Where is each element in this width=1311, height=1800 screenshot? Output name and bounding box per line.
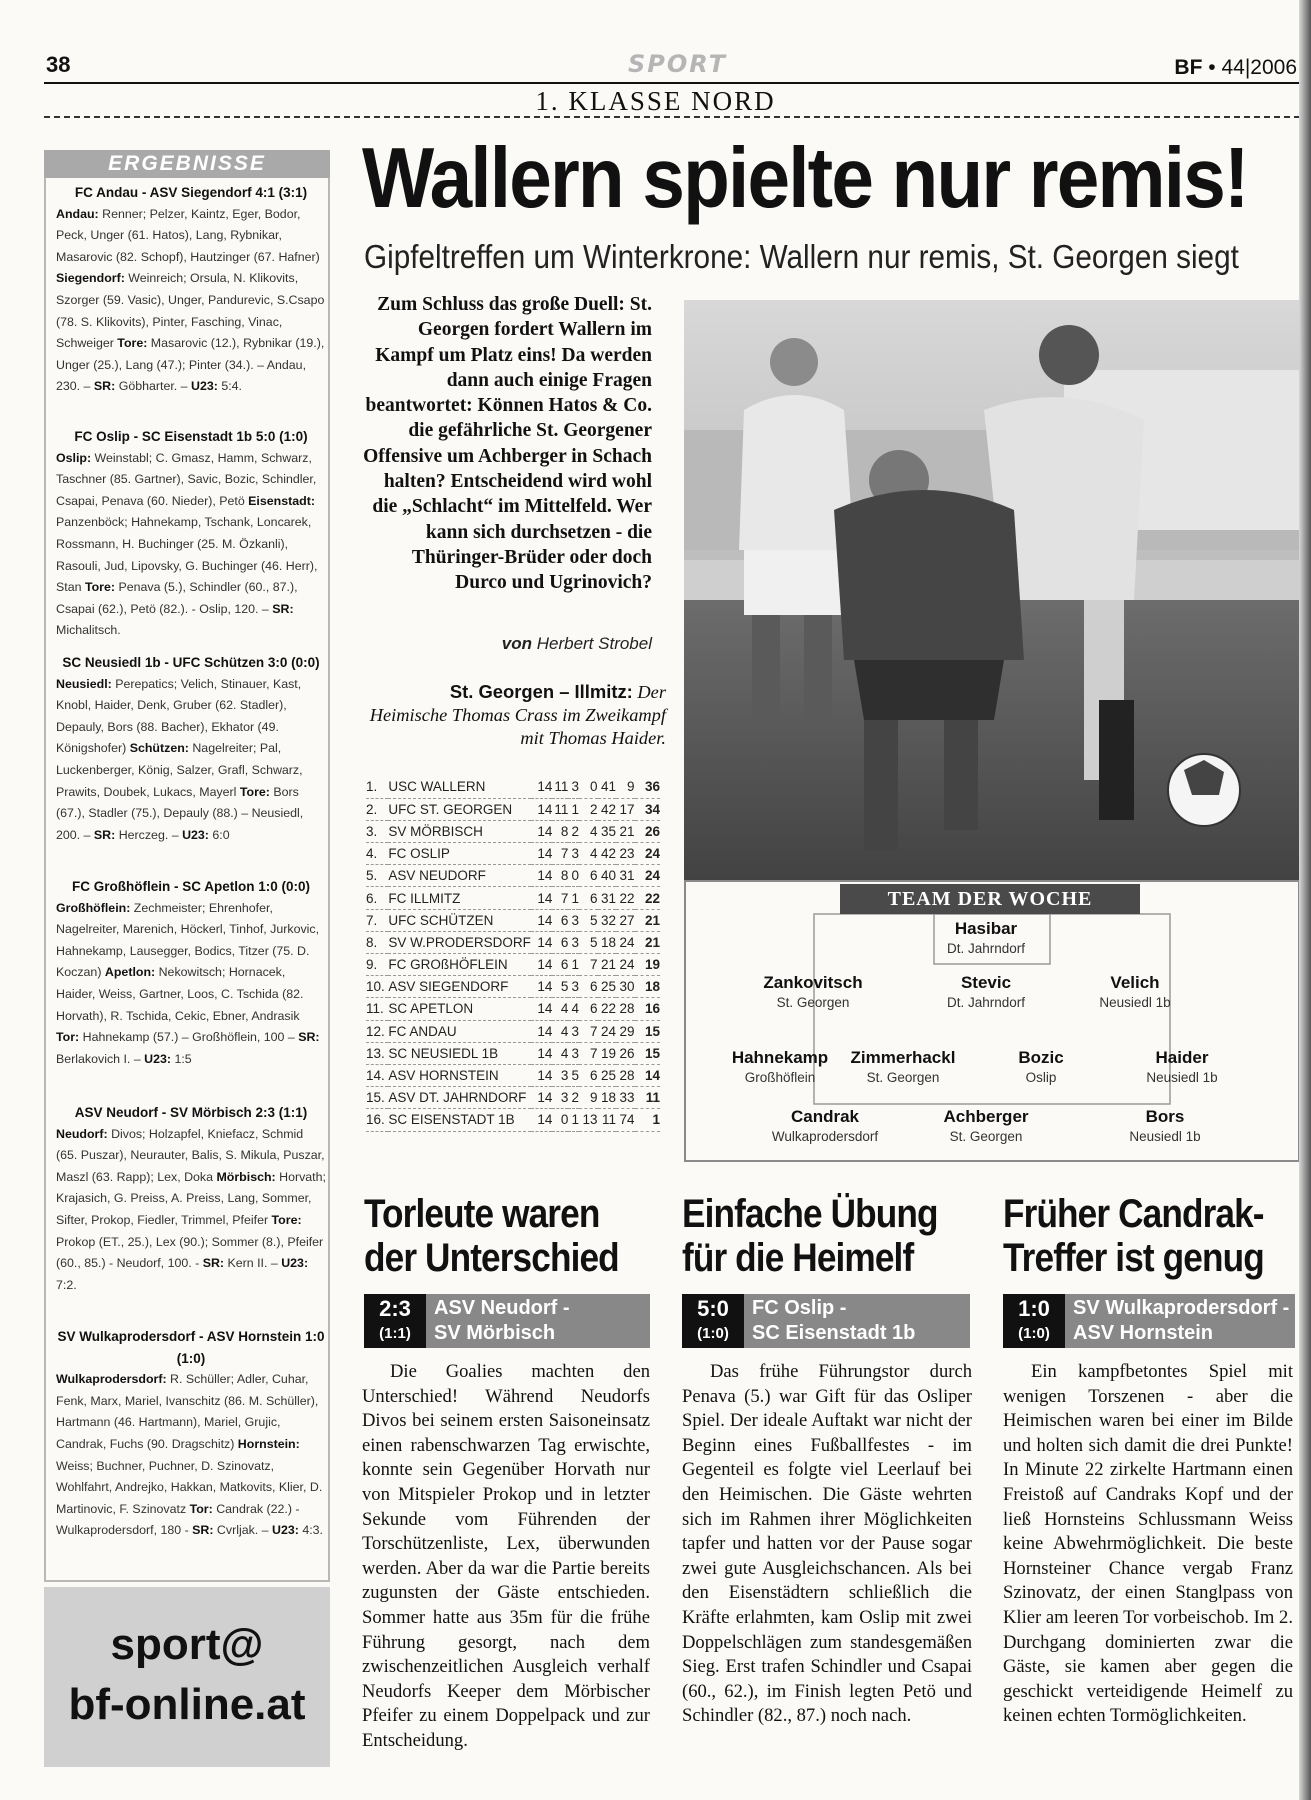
result-block: [56, 182, 326, 398]
article-2-body: Das frühe Führungstor durch Penava (5.) war Gift für das Osliper Spiel. Der ideale Auftakt war nicht der Beginn eines Fußballfestes - im Gegenteil es folgte viel Leerlauf bei den Heimischen. Die Gäste wehrten sich im Rahmen ihrer Möglichkeiten tapfer und hatten vor der Pause sogar zwei gute Ausgleichschancen. Als bei den Eisenstädtern schließlich die Kräfte erlahmten, kam Oslip mit zwei Doppelschlägen zum standesgemäßen Sieg. Erst trafen Schindler und Csapai (60., 62.), im Finish legten Petö und Schindler (82., 87.) noch nach.: [682, 1361, 972, 1727]
standings-cell-sp: 14: [531, 887, 552, 909]
standings-cell-tp: 42: [598, 843, 616, 865]
standings-cell-u: 0: [568, 865, 579, 887]
standings-cell-sp: 14: [531, 1042, 552, 1064]
result-label: Oslip:: [56, 450, 92, 465]
standings-cell-s: 6: [552, 931, 568, 953]
team-player: [740, 1107, 910, 1147]
standings-cell-tp: 18: [598, 1087, 616, 1109]
standings-cell-tp: 24: [598, 1020, 616, 1042]
standings-cell-n: 4: [579, 843, 597, 865]
standings-cell-n: 7: [579, 954, 597, 976]
result-label: SR:: [272, 601, 294, 616]
standings-cell-u: 3: [568, 909, 579, 931]
photo-caption: [368, 680, 666, 750]
standings-cell-pts: 15: [635, 1020, 660, 1042]
standings-cell-n: 6: [579, 976, 597, 998]
result-label: U23:: [281, 1256, 309, 1271]
standings-cell-team: UFC SCHÜTZEN: [388, 909, 531, 931]
player-club: Neusiedl 1b: [1146, 1070, 1218, 1085]
standings-cell-u: 3: [568, 976, 579, 998]
standings-cell-pts: 19: [635, 954, 660, 976]
standings-cell-tm: 26: [616, 1042, 634, 1064]
standings-cell-s: 7: [552, 887, 568, 909]
score-half: (1:1): [379, 1325, 411, 1342]
header-rule: [44, 82, 1300, 84]
standings-cell-tp: 19: [598, 1042, 616, 1064]
result-label: Tore:: [84, 580, 115, 595]
result-block: [56, 1326, 326, 1542]
standings-cell-u: 3: [568, 843, 579, 865]
article-1-title-line2: der Unterschied: [364, 1236, 619, 1280]
standings-cell-team: SV MÖRBISCH: [388, 820, 531, 842]
standings-cell-pts: 24: [635, 843, 660, 865]
standings-cell-pos: 3.: [366, 820, 388, 842]
result-heading: FC Großhöflein - SC Apetlon 1:0 (0:0): [72, 879, 310, 894]
result-label: Neusiedl:: [56, 676, 112, 691]
result-text: Andau: Renner; Pelzer, Kaintz, Eger, Bodor, Peck, Unger (61. Hatos), Lang, Rybnikar, Masarovic (82. Schopf), Hautzinger (67. Hafner) Siegendorf: Weinreich; Orsula, N. Klikovits, Szorger (59. Vasic), Unger, Pandurevic, S.Csapo (78. S. Klikovits), Pinter, Fasching, Vinac, Schweiger Tore: Masarovic (12.), Rybnikar (19.), Unger (25.), Lang (47.); Pinter (34.). – Andau, 230. – SR: Göbharter. – U23: 5:4.: [56, 206, 325, 394]
standings-cell-sp: 14: [531, 1109, 552, 1131]
table-row: [366, 954, 660, 976]
standings-cell-pos: 7.: [366, 909, 388, 931]
standings-cell-sp: 14: [531, 931, 552, 953]
standings-cell-u: 3: [568, 1020, 579, 1042]
result-label: Tore:: [239, 784, 270, 799]
table-row: [366, 1109, 660, 1131]
standings-cell-pts: 18: [635, 976, 660, 998]
player-club: Dt. Jahrndorf: [946, 941, 1026, 956]
standings-cell-pts: 34: [635, 798, 660, 820]
result-label: U23:: [144, 1051, 172, 1066]
result-text: Neudorf: Divos; Holzapfel, Kniefacz, Schmid (65. Puszar), Neurauter, Balis, S. Mikula, Puszar, Maszl (63. Rapp); Lex, Doka Mörbisch: Horvath; Krajasich, G. Preiss, A. Preiss, Lang, Sommer, Sifter, Prokop, Fiedler, Trimmel, Pfeifer Tore: Prokop (ET., 25.), Lex (90.); Sommer (8.), Pfeifer (60., 85.) - Neudorf, 100. - SR: Kern II. – U23: 7:2.: [56, 1126, 326, 1292]
author-name: Herbert Strobel: [536, 634, 652, 653]
player-name: Hahnekamp: [731, 1048, 829, 1067]
standings-cell-u: 3: [568, 931, 579, 953]
result-label: SR:: [93, 827, 116, 842]
standings-cell-pts: 22: [635, 887, 660, 909]
player-club: Oslip: [1025, 1070, 1057, 1085]
team-of-week-title: TEAM DER WOCHE: [840, 884, 1140, 914]
standings-cell-n: 7: [579, 1042, 597, 1064]
standings-cell-u: 1: [568, 954, 579, 976]
standings-cell-sp: 14: [531, 843, 552, 865]
standings-cell-team: UFC ST. GEORGEN: [388, 798, 531, 820]
publication-name: BF: [1174, 56, 1203, 79]
standings-cell-pos: 2.: [366, 798, 388, 820]
article-3-title-line2: Treffer ist genug: [1003, 1236, 1264, 1280]
standings-cell-tm: 28: [616, 998, 634, 1020]
player-club: Wulkaprodersdorf: [771, 1129, 879, 1144]
standings-cell-sp: 14: [531, 798, 552, 820]
standings-cell-pts: 16: [635, 998, 660, 1020]
caption-text: Der Heimische Thomas Crass im Zweikampf mit Thomas Haider.: [369, 682, 666, 748]
result-label: SR:: [192, 1523, 214, 1538]
standings-cell-tp: 25: [598, 1064, 616, 1086]
standings-cell-tm: 22: [616, 887, 634, 909]
table-row: [366, 865, 660, 887]
standings-cell-tp: 25: [598, 976, 616, 998]
main-headline: Wallern spielte nur remis!: [362, 131, 1248, 226]
player-name: Zankovitsch: [763, 973, 863, 992]
article-3-title: [1003, 1192, 1264, 1280]
table-row: [366, 843, 660, 865]
player-club: Dt. Jahrndorf: [946, 995, 1026, 1010]
table-row: [366, 887, 660, 909]
standings-cell-u: 2: [568, 820, 579, 842]
result-label: Schützen:: [129, 741, 189, 756]
result-block: [56, 652, 326, 846]
standings-cell-team: ASV NEUDORF: [388, 865, 531, 887]
team-player: [901, 1107, 1071, 1147]
standings-body: [366, 776, 660, 1131]
player-club: St. Georgen: [949, 1129, 1023, 1144]
standings-cell-tp: 18: [598, 931, 616, 953]
table-row: [366, 820, 660, 842]
score-half: (1:0): [697, 1325, 729, 1342]
standings-cell-u: 1: [568, 1109, 579, 1131]
standings-cell-tm: 27: [616, 909, 634, 931]
standings-cell-tm: 9: [616, 776, 634, 798]
result-block: [56, 876, 326, 1070]
page-binding-edge: [1299, 0, 1311, 1800]
article-1-body: Die Goalies machten den Unterschied! Während Neudorfs Divos bei seinem ersten Saisoneinsatz einen rabenschwarzen Tag erwischte, konnte sein Gegenüber Horvath nur von Mitspieler Prokop und in letzter Sekunde vom Führenden der Torschützenliste, Lex, überwunden werden. Aber da war die Partie bereits zugunsten der Gäste entschieden. Sommer hatte aus 35m für die frühe Führung gesorgt, nach dem zwischenzeitlichen Ausgleich verhalf Neudorfs Keeper dem Mörbischer Pfeifer zu einem Doppelpack und zur Entscheidung.: [362, 1361, 650, 1751]
standings-cell-pts: 26: [635, 820, 660, 842]
result-label: U23:: [182, 827, 209, 842]
result-label: U23:: [272, 1523, 299, 1538]
standings-cell-team: ASV HORNSTEIN: [388, 1064, 531, 1086]
player-club: St. Georgen: [866, 1070, 940, 1085]
result-label: U23:: [191, 379, 218, 394]
standings-cell-team: FC GROßHÖFLEIN: [388, 954, 531, 976]
lead-paragraph: Zum Schluss das große Duell: St. Georgen fordert Wallern im Kampf um Platz eins! Da werden dann auch einige Fragen beantwortet: Können Hatos & Co. die gefährliche St. Georgener Offensive um Achberger in Schach halten? Entscheidend wird wohl die „Schlacht“ im Mittelfeld. Wer kann sich durchsetzen - die Thüringer-Brüder oder doch Durco und Ugrinovich?: [363, 294, 652, 594]
article-2-matchup: [752, 1296, 915, 1346]
standings-cell-u: 1: [568, 798, 579, 820]
standings-cell-tm: 24: [616, 931, 634, 953]
team-player: [1050, 973, 1220, 1013]
result-label: Tor:: [56, 1030, 80, 1045]
result-label: Mörbisch:: [216, 1169, 276, 1184]
standings-cell-u: 4: [568, 998, 579, 1020]
standings-cell-pos: 4.: [366, 843, 388, 865]
standings-cell-pts: 24: [635, 865, 660, 887]
standings-cell-n: 6: [579, 865, 597, 887]
standings-cell-n: 4: [579, 820, 597, 842]
player-name: Achberger: [943, 1107, 1029, 1126]
standings-cell-pts: 14: [635, 1064, 660, 1086]
standings-cell-tm: 23: [616, 843, 634, 865]
league-title: 1. KLASSE NORD: [535, 86, 776, 116]
contact-email-line1: sport@: [110, 1620, 264, 1669]
team-away: ASV Hornstein: [1073, 1322, 1214, 1344]
player-name: Bors: [1145, 1107, 1185, 1126]
score-final: 1:0: [1018, 1296, 1050, 1321]
match-photo: [684, 300, 1300, 915]
standings-cell-pos: 14.: [366, 1064, 388, 1086]
standings-cell-tp: 32: [598, 909, 616, 931]
caption-location: St. Georgen – Illmitz:: [449, 681, 633, 702]
article-2-title: [682, 1192, 938, 1280]
standings-cell-s: 0: [552, 1109, 568, 1131]
standings-cell-tp: 31: [598, 887, 616, 909]
player-club: Neusiedl 1b: [1129, 1129, 1201, 1144]
table-row: [366, 798, 660, 820]
player-name: Velich: [1110, 973, 1160, 992]
table-row: [366, 1064, 660, 1086]
result-heading: ASV Neudorf - SV Mörbisch 2:3 (1:1): [74, 1105, 308, 1120]
result-label: Tore:: [271, 1212, 302, 1227]
standings-cell-s: 7: [552, 843, 568, 865]
standings-cell-team: FC ANDAU: [388, 1020, 531, 1042]
standings-cell-u: 1: [568, 887, 579, 909]
standings-cell-tm: 21: [616, 820, 634, 842]
result-block: [56, 426, 326, 642]
result-label: Großhöflein:: [56, 900, 131, 915]
article-3-matchup: [1073, 1296, 1289, 1346]
standings-cell-sp: 14: [531, 998, 552, 1020]
standings-cell-tp: 40: [598, 865, 616, 887]
standings-cell-pts: 36: [635, 776, 660, 798]
standings-cell-u: 5: [568, 1064, 579, 1086]
section-title: SPORT: [628, 50, 728, 78]
issue-number: 44: [1221, 56, 1245, 79]
standings-cell-tm: 74: [616, 1109, 634, 1131]
standings-cell-n: 6: [579, 998, 597, 1020]
standings-cell-n: 7: [579, 1020, 597, 1042]
standings-cell-s: 11: [552, 798, 568, 820]
score-half: (1:0): [1018, 1325, 1050, 1342]
author-byline: [362, 634, 652, 654]
standings-cell-sp: 14: [531, 1087, 552, 1109]
standings-cell-u: 2: [568, 1087, 579, 1109]
standings-cell-s: 4: [552, 1020, 568, 1042]
standings-cell-tm: 24: [616, 954, 634, 976]
standings-cell-n: 5: [579, 931, 597, 953]
issue-year: 2006: [1250, 56, 1297, 79]
sub-headline: Gipfeltreffen um Winterkrone: Wallern nur remis, St. Georgen siegt: [364, 238, 1239, 275]
standings-cell-sp: 14: [531, 1064, 552, 1086]
result-heading: SV Wulkaprodersdorf - ASV Hornstein 1:0 (1:0): [57, 1329, 325, 1366]
standings-cell-s: 5: [552, 976, 568, 998]
article-3-body: Ein kampfbetontes Spiel mit wenigen Torszenen - aber die Heimischen waren bei einer im Bilde und holten sich damit die drei Punkte! In Minute 22 zirkelte Hartmann einen Freistoß auf Candraks Kopf und der ließ Hornsteins Schlussmann Weiss keine Abwehrmöglichkeit. Die beste Hornsteiner Chance vergab Franz Szinovatz, der einen Stanglpass von Klier am leeren Tor vorbeischob. Im 2. Durchgang dominierten zwar die Gäste, sie kamen aber gegen die geschickt verteidigende Heimelf zu keinen echten Tormöglichkeiten.: [1003, 1361, 1293, 1727]
issue-info: BF • 44|2006: [1174, 56, 1297, 79]
standings-cell-sp: 14: [531, 1020, 552, 1042]
standings-cell-tp: 21: [598, 954, 616, 976]
article-2-title-line2: für die Heimelf: [682, 1236, 914, 1280]
player-name: Haider: [1155, 1048, 1209, 1067]
player-club: Neusiedl 1b: [1099, 995, 1171, 1010]
team-home: ASV Neudorf -: [434, 1297, 570, 1319]
team-home: SV Wulkaprodersdorf -: [1073, 1297, 1290, 1319]
result-label: Apetlon:: [104, 965, 156, 980]
team-player: [1080, 1107, 1250, 1147]
standings-cell-sp: 14: [531, 776, 552, 798]
standings-cell-tm: 31: [616, 865, 634, 887]
standings-cell-team: SV W.PRODERSDORF: [388, 931, 531, 953]
standings-cell-pts: 21: [635, 931, 660, 953]
article-1-title-line1: Torleute waren: [364, 1192, 600, 1236]
standings-cell-pos: 8.: [366, 931, 388, 953]
standings-cell-tm: 30: [616, 976, 634, 998]
team-player: [728, 973, 898, 1013]
standings-cell-tp: 22: [598, 998, 616, 1020]
standings-cell-sp: 14: [531, 909, 552, 931]
result-label: SR:: [202, 1256, 225, 1271]
standings-cell-tp: 42: [598, 798, 616, 820]
team-player: [901, 973, 1071, 1013]
article-2-title-line1: Einfache Übung: [682, 1192, 938, 1236]
result-text: Wulkaprodersdorf: R. Schüller; Adler, Cuhar, Fenk, Marx, Mariel, Ivanschitz (86. M. Schüller), Hartmann (46. Hartmann), Mariel, Grujic, Candrak, Fuchs (90. Dragschitz) Hornstein: Weiss; Buchner, Puchner, D. Szinovatz, Wohlfahrt, Andrejko, Hakkan, Matkovits, Klier, D. Martinovic, F. Szinovatz Tor: Candrak (22.) - Wulkaprodersdorf, 180 - SR: Cvrljak. – U23: 4:3.: [56, 1372, 323, 1538]
player-name: Bozic: [1018, 1048, 1064, 1067]
standings-cell-s: 11: [552, 776, 568, 798]
standings-cell-pos: 1.: [366, 776, 388, 798]
result-label: SR:: [93, 379, 116, 394]
article-1-matchup: [434, 1296, 570, 1346]
standings-cell-team: SC APETLON: [388, 998, 531, 1020]
result-label: Andau:: [56, 206, 99, 221]
standings-cell-pos: 11.: [366, 998, 388, 1020]
team-player: [1097, 1048, 1267, 1088]
contact-email[interactable]: [44, 1587, 330, 1735]
standings-cell-n: 13: [579, 1109, 597, 1131]
article-3-score: [1003, 1294, 1065, 1348]
standings-cell-n: 5: [579, 909, 597, 931]
result-label: Neudorf:: [56, 1126, 108, 1141]
standings-cell-s: 3: [552, 1087, 568, 1109]
result-text: Oslip: Weinstabl; C. Gmasz, Hamm, Schwarz, Taschner (85. Gartner), Savic, Bozic, Schindler, Csapai, Penava (60. Nieder), Petö Eisenstadt: Panzenböck; Hahnekamp, Tschank, Loncarek, Rossmann, H. Buchinger (25. M. Özkanli), Rasouli, Jud, Lipovsky, G. Buchinger (46. Herr), Stan Tore: Penava (5.), Schindler (60., 87.), Csapai (62.), Petö (82.). - Oslip, 120. – SR: Michalitsch.: [56, 450, 318, 638]
result-heading: FC Oslip - SC Eisenstadt 1b 5:0 (1:0): [74, 429, 308, 444]
standings-cell-s: 3: [552, 1064, 568, 1086]
standings-cell-pos: 9.: [366, 954, 388, 976]
header-dash-divider: [44, 116, 1300, 118]
result-label: SR:: [298, 1030, 320, 1045]
player-club: Großhöflein: [744, 1070, 816, 1085]
standings-cell-pts: 21: [635, 909, 660, 931]
player-name: Candrak: [790, 1107, 860, 1126]
player-club: St. Georgen: [776, 995, 850, 1010]
table-row: [366, 998, 660, 1020]
standings-cell-team: ASV DT. JAHRNDORF: [388, 1087, 531, 1109]
standings-cell-pos: 12.: [366, 1020, 388, 1042]
result-label: Siegendorf:: [56, 271, 125, 286]
standings-cell-tm: 33: [616, 1087, 634, 1109]
author-prefix: von: [501, 634, 532, 653]
page-number: 38: [46, 52, 71, 77]
result-label: Wulkaprodersdorf:: [56, 1372, 167, 1387]
article-3-title-line1: Früher Candrak-: [1003, 1192, 1264, 1236]
standings-cell-s: 6: [552, 954, 568, 976]
standings-cell-u: 3: [568, 1042, 579, 1064]
standings-cell-tp: 35: [598, 820, 616, 842]
article-2-score: [682, 1294, 744, 1348]
standings-cell-team: USC WALLERN: [388, 776, 531, 798]
article-2-scorebar: [682, 1294, 970, 1348]
standings-cell-tm: 29: [616, 1020, 634, 1042]
article-1-scorebar: [364, 1294, 650, 1348]
score-final: 5:0: [697, 1296, 729, 1321]
table-row: [366, 776, 660, 798]
standings-cell-s: 4: [552, 1042, 568, 1064]
standings-cell-pts: 15: [635, 1042, 660, 1064]
standings-cell-team: FC OSLIP: [388, 843, 531, 865]
standings-cell-team: SC NEUSIEDL 1B: [388, 1042, 531, 1064]
standings-cell-tp: 41: [598, 776, 616, 798]
result-heading: SC Neusiedl 1b - UFC Schützen 3:0 (0:0): [62, 655, 320, 670]
standings-cell-sp: 14: [531, 954, 552, 976]
result-text: Neusiedl: Perepatics; Velich, Stinauer, Kast, Knobl, Haider, Denk, Gruber (62. Stadler), Depauly, Bors (88. Bacher), Ekhator (49. Königshofer) Schützen: Nagelreiter; Pal, Luckenberger, König, Salzer, Grafl, Schwarz, Prawits, Doubek, Lukacs, Mayerl Tore: Bors (67.), Stadler (75.), Depauly (88.) – Neusiedl, 200. – SR: Herczeg. – U23: 6:0: [56, 676, 304, 842]
standings-table: [366, 776, 660, 1132]
result-label: Hornstein:: [237, 1436, 300, 1451]
team-away: SV Mörbisch: [434, 1322, 556, 1344]
contact-box: [44, 1587, 330, 1767]
standings-cell-pts: 1: [635, 1109, 660, 1131]
result-block: [56, 1102, 326, 1296]
standings-cell-pos: 15.: [366, 1087, 388, 1109]
player-name: Stevic: [960, 973, 1012, 992]
result-label: Eisenstadt:: [248, 493, 315, 508]
standings-cell-sp: 14: [531, 976, 552, 998]
standings-cell-tm: 17: [616, 798, 634, 820]
result-heading: FC Andau - ASV Siegendorf 4:1 (3:1): [74, 185, 308, 200]
standings-cell-n: 0: [579, 776, 597, 798]
player-name: Zimmerhackl: [850, 1048, 956, 1067]
standings-cell-tp: 11: [598, 1109, 616, 1131]
contact-email-line2: bf-online.at: [68, 1680, 306, 1729]
table-row: [366, 1042, 660, 1064]
table-row: [366, 909, 660, 931]
standings-cell-n: 9: [579, 1087, 597, 1109]
table-row: [366, 976, 660, 998]
team-player: [901, 919, 1071, 959]
standings-cell-n: 2: [579, 798, 597, 820]
standings-cell-u: 3: [568, 776, 579, 798]
standings-cell-s: 6: [552, 909, 568, 931]
standings-cell-n: 6: [579, 1064, 597, 1086]
standings-cell-pos: 6.: [366, 887, 388, 909]
result-label: Tore:: [117, 336, 148, 351]
standings-cell-s: 8: [552, 865, 568, 887]
result-label: Tor:: [189, 1501, 213, 1516]
standings-cell-tm: 28: [616, 1064, 634, 1086]
standings-cell-pos: 5.: [366, 865, 388, 887]
standings-cell-team: SC EISENSTADT 1B: [388, 1109, 531, 1131]
table-row: [366, 1087, 660, 1109]
result-text: Großhöflein: Zechmeister; Ehrenhofer, Nagelreiter, Marenich, Höckerl, Tinhof, Jurkovic, Hahnekamp, Lausegger, Bodics, Titzer (75. D. Koczan) Apetlon: Nekowitsch; Hornacek, Haider, Weiss, Gartner, Loos, C. Tschida (82. Horvath), R. Tschida, Cekic, Ebner, Andrasik Tor: Hahnekamp (57.) – Großhöflein, 100 – SR: Berlakovich I. – U23: 1:5: [56, 900, 320, 1066]
standings-cell-n: 6: [579, 887, 597, 909]
player-name: Hasibar: [954, 919, 1018, 938]
standings-cell-pos: 16.: [366, 1109, 388, 1131]
team-away: SC Eisenstadt 1b: [752, 1322, 916, 1344]
article-1-score: [364, 1294, 426, 1348]
standings-cell-s: 4: [552, 998, 568, 1020]
team-home: FC Oslip -: [752, 1297, 847, 1319]
standings-cell-pts: 11: [635, 1087, 660, 1109]
table-row: [366, 931, 660, 953]
standings-cell-team: ASV SIEGENDORF: [388, 976, 531, 998]
standings-cell-s: 8: [552, 820, 568, 842]
standings-cell-pos: 13.: [366, 1042, 388, 1064]
article-1-title: [364, 1192, 619, 1280]
standings-cell-sp: 14: [531, 865, 552, 887]
football-icon: [1168, 754, 1240, 826]
results-title: ERGEBNISSE: [44, 150, 330, 178]
standings-cell-pos: 10.: [366, 976, 388, 998]
standings-cell-sp: 14: [531, 820, 552, 842]
standings-cell-team: FC ILLMITZ: [388, 887, 531, 909]
score-final: 2:3: [379, 1296, 411, 1321]
article-3-scorebar: [1003, 1294, 1295, 1348]
table-row: [366, 1020, 660, 1042]
